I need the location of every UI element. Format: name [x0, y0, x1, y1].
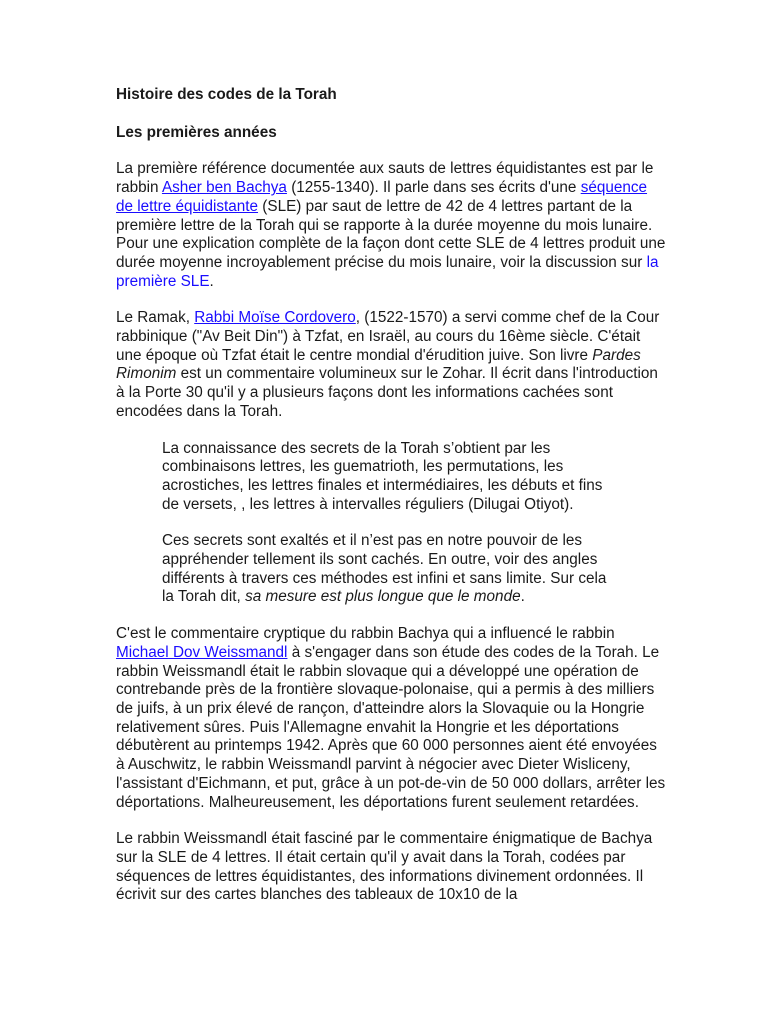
p1-text-2: (1255-1340). Il parle dans ses écrits d'une [286, 179, 581, 197]
p1-text-1: La première référence documentée aux sauts de lettres équidistantes est par le rabbin [116, 160, 654, 197]
quote2-text-2: . [520, 588, 525, 606]
p2-text-1: Le Ramak, [116, 309, 195, 327]
quote2-text-1: Ces secrets sont exaltés et il n’est pas en notre pouvoir de les appréhender tellement ils sont cachés. En outre, voir des angles différents à travers ces méthodes est infini et sans limite. Sur cela la Torah dit, [162, 532, 607, 606]
p2-text-2: , (1522-1570) a servi comme chef de la Cour rabbinique ("Av Beit Din") à Tzfat, en Israël, au cours du 16ème siècle. C'était une époque où Tzfat était le centre mondial d'érudition juive. Son livre [116, 309, 660, 364]
paragraph-3 [116, 625, 668, 812]
p3-text-1: C'est le commentaire cryptique du rabbin Bachya qui a influencé le rabbin [116, 625, 615, 643]
document-title: Histoire des codes de la Torah [116, 86, 337, 103]
paragraph-4: Le rabbin Weissmandl était fasciné par le commentaire énigmatique de Bachya sur la SLE de 4 lettres. Il était certain qu'il y avait dans la Torah, codées par séquences de lettres équidistantes, des informations divinement ordonnées. Il écrivit sur des cartes blanches des tableaux de 10x10 de la [116, 830, 653, 904]
p1-text-3: (SLE) par saut de lettre de 42 de 4 lettres partant de la première lettre de la Torah qui se rapporte à la durée moyenne du mois lunaire. Pour une explication complète de la façon dont cette SLE de 4 lettres produit une durée moyenne incroyablement précise du mois lunaire, voir la discussion sur [116, 197, 666, 271]
blockquote [162, 440, 622, 608]
paragraph-2 [116, 309, 668, 421]
link-asher-ben-bachya[interactable]: Asher ben Bachya [161, 179, 287, 197]
p2-text-3: est un commentaire volumineux sur le Zohar. Il écrit dans l'introduction à la Porte 30 qu'il y a plusieurs façons dont les informations cachées sont encodées dans la Torah. [116, 365, 658, 420]
p2-italic-book: Pardes Rimonim [116, 346, 641, 383]
link-michael-dov-weissmandl[interactable]: Michael Dov Weissmandl [116, 643, 288, 661]
section-heading: Les premières années [116, 123, 277, 141]
p1-text-4: . [209, 272, 214, 290]
quote-1: La connaissance des secrets de la Torah s’obtient par les combinaisons lettres, les guematrioth, les permutations, les acrostiches, les lettres finales et intermédiaires, les débuts et fins de versets, , les lettres à intervalles réguliers (Dilugai Otiyot). [162, 439, 603, 513]
link-premiere-sle[interactable]: la première SLE [116, 253, 659, 290]
p3-text-2: à s'engager dans son étude des codes de la Torah. Le rabbin Weissmandl était le rabbin slovaque qui a développé une opération de contrebande près de la frontière slovaque-polonaise, qui a permis à des milliers de juifs, à un prix élevé de rançon, d'atteindre alors la Slovaquie ou la Hongrie relativement sûres. Puis l'Allemagne envahit la Hongrie et les déportations débutèrent au printemps 1942. Après que 60 000 personnes aient été envoyées à Auschwitz, le rabbin Weissmandl parvint à négocier avec Dieter Wisliceny, l'assistant d'Eichmann, et put, grâce à un pot-de-vin de 50 000 dollars, arrêter les déportations. Malheureusement, les déportations furent seulement retardées. [116, 643, 666, 811]
quote-2 [162, 532, 622, 607]
quote2-italic: sa mesure est plus longue que le monde [245, 588, 521, 606]
link-sequence-lettre-equidistante[interactable]: séquence de lettre équidistante [116, 179, 648, 215]
link-moise-cordovero[interactable]: Rabbi Moïse Cordovero [194, 309, 356, 327]
paragraph-1 [116, 160, 668, 291]
